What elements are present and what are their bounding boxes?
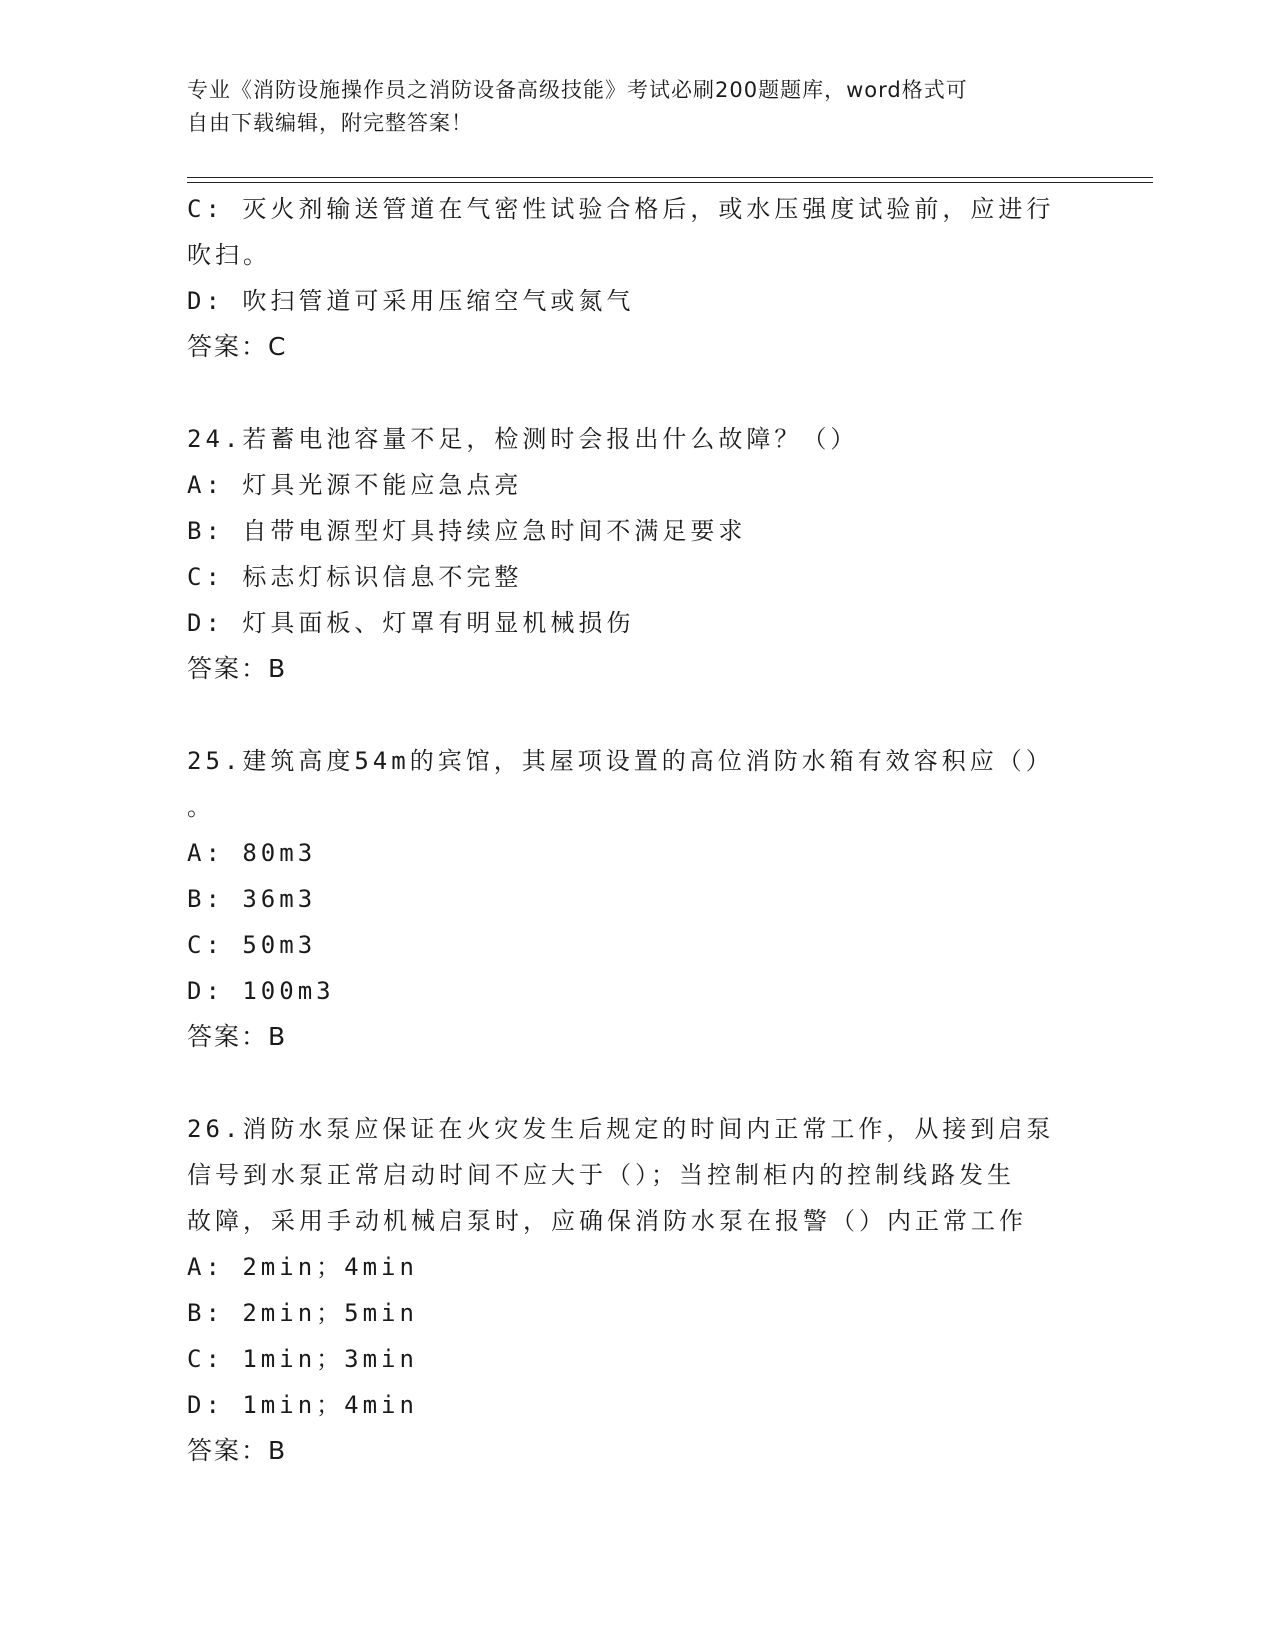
document-header xyxy=(187,74,1087,140)
question-text-line-1: 25.建筑高度54m的宾馆，其屋项设置的高位消防水箱有效容积应（） xyxy=(187,747,1054,775)
header-divider-top xyxy=(187,177,1153,178)
spacer xyxy=(187,370,1087,416)
option-a: A: 灯具光源不能应急点亮 xyxy=(187,471,523,499)
question-25 xyxy=(187,738,1087,1060)
question-24 xyxy=(187,416,1087,692)
answer-line: 答案：B xyxy=(187,654,288,683)
option-b: B: 36m3 xyxy=(187,885,317,913)
header-title-line-1: 专业《消防设施操作员之消防设备高级技能》考试必刷200题题库，word格式可 xyxy=(187,78,968,102)
question-26 xyxy=(187,1106,1087,1474)
answer-line: 答案：B xyxy=(187,1022,288,1051)
question-partial xyxy=(187,186,1087,370)
answer-line: 答案：B xyxy=(187,1436,288,1465)
header-divider-bottom xyxy=(187,182,1153,183)
question-text: 24.若蓄电池容量不足，检测时会报出什么故障？（） xyxy=(187,425,859,453)
option-c: C: 50m3 xyxy=(187,931,317,959)
option-d: D: 灯具面板、灯罩有明显机械损伤 xyxy=(187,609,635,637)
answer-line: 答案：C xyxy=(187,332,288,361)
option-c-line-2: 吹扫。 xyxy=(187,241,271,269)
option-d: D: 100m3 xyxy=(187,977,335,1005)
option-d: D: 吹扫管道可采用压缩空气或氮气 xyxy=(187,287,635,315)
option-c: C: 1min；3min xyxy=(187,1345,418,1373)
spacer xyxy=(187,1060,1087,1106)
question-text-line-2: 。 xyxy=(187,793,215,821)
option-b: B: 自带电源型灯具持续应急时间不满足要求 xyxy=(187,517,747,545)
question-list xyxy=(187,186,1087,1474)
header-title-line-2: 自由下载编辑，附完整答案！ xyxy=(187,111,473,135)
question-text-line-3: 故障，采用手动机械启泵时，应确保消防水泵在报警（）内正常工作 xyxy=(187,1207,1027,1235)
question-text-line-2: 信号到水泵正常启动时间不应大于（）；当控制柜内的控制线路发生 xyxy=(187,1161,1015,1189)
option-a: A: 2min；4min xyxy=(187,1253,418,1281)
question-text-line-1: 26.消防水泵应保证在火灾发生后规定的时间内正常工作，从接到启泵 xyxy=(187,1115,1055,1143)
option-d: D: 1min；4min xyxy=(187,1391,418,1419)
option-c: C: 标志灯标识信息不完整 xyxy=(187,563,523,591)
option-a: A: 80m3 xyxy=(187,839,317,867)
spacer xyxy=(187,692,1087,738)
option-b: B: 2min；5min xyxy=(187,1299,418,1327)
option-c-line-1: C: 灭火剂输送管道在气密性试验合格后，或水压强度试验前，应进行 xyxy=(187,195,1055,223)
